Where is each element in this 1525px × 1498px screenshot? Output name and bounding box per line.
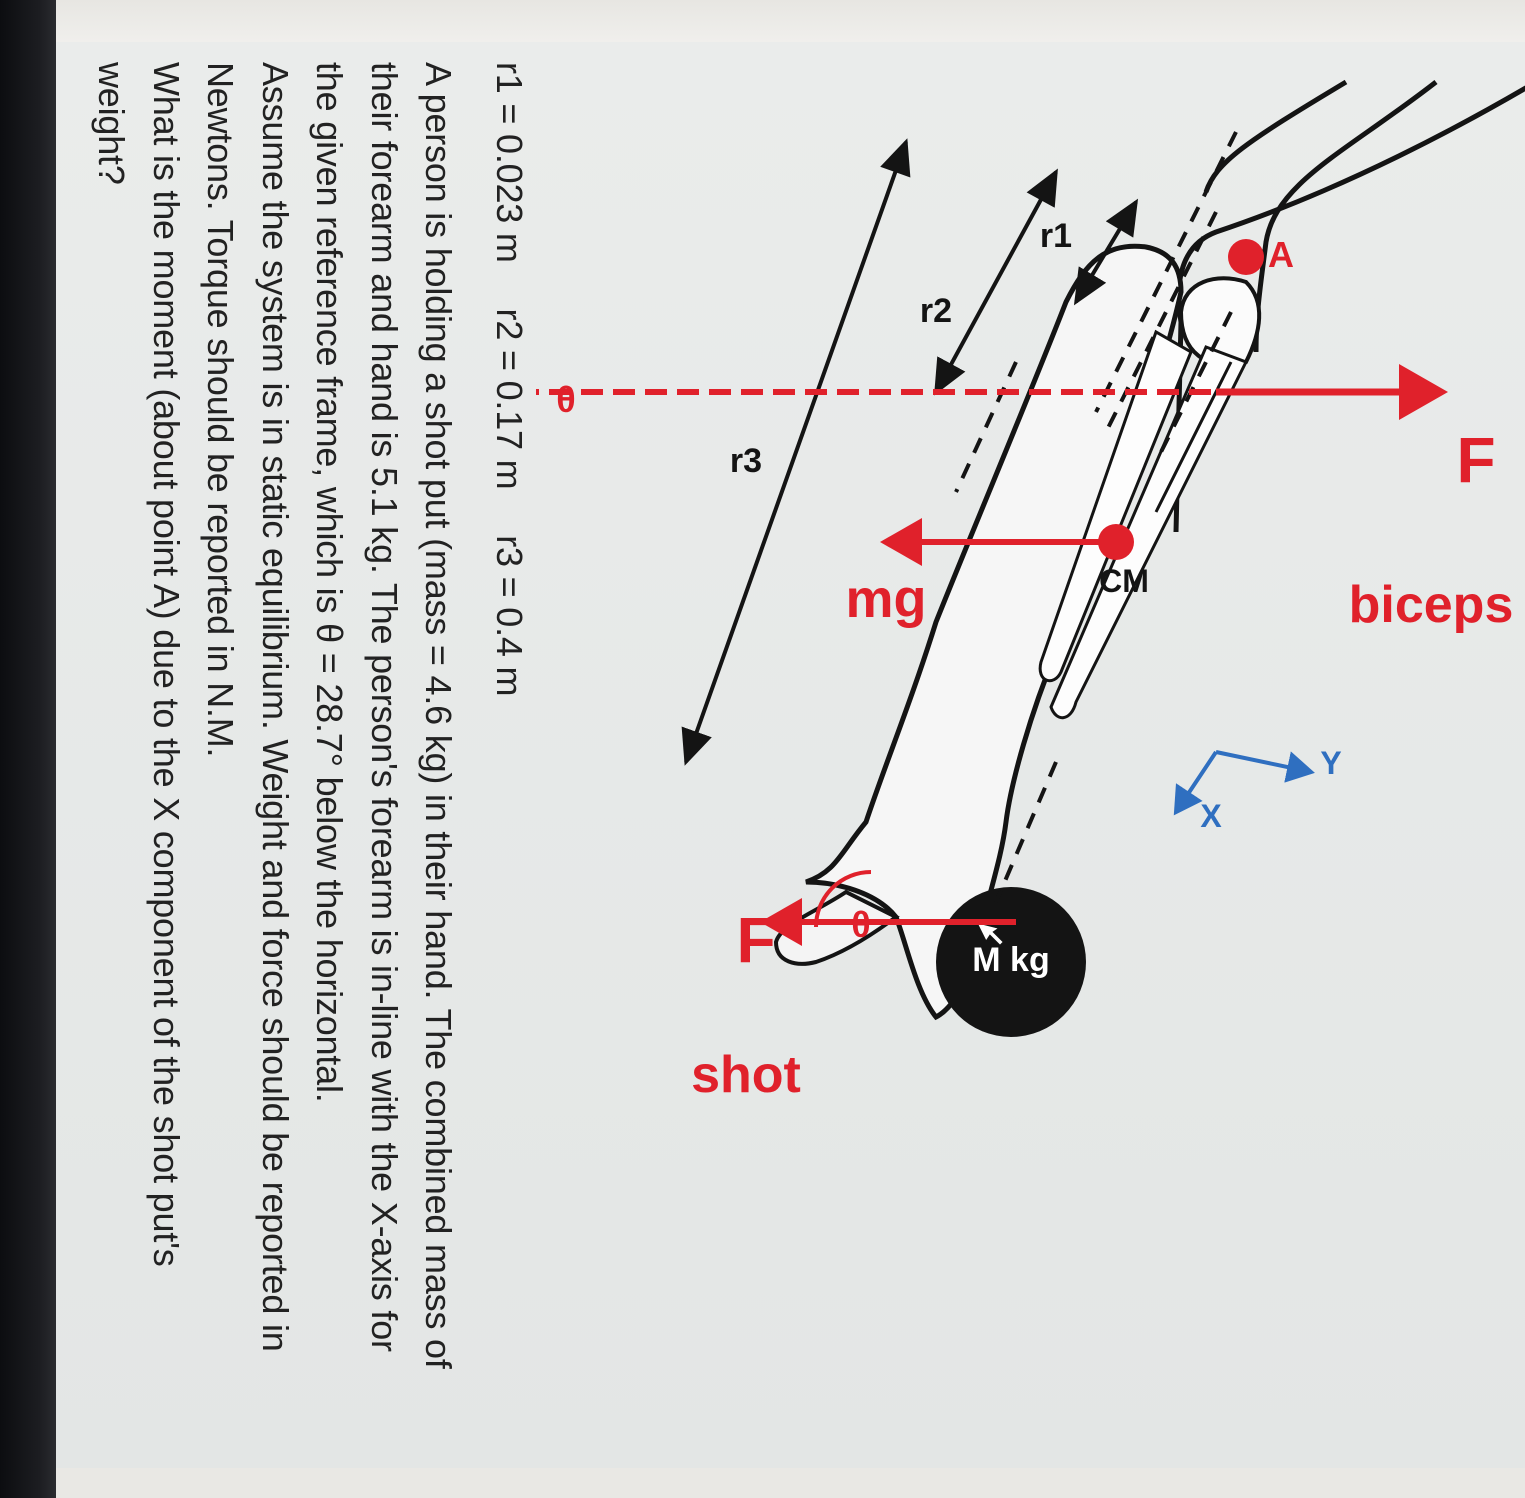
- given-values: [482, 62, 537, 1418]
- forearm-free-body-diagram: [536, 62, 1525, 1418]
- problem-line-2: their forearm and hand is 5.1 kg. The person's forearm is in-line with the X-axis for: [364, 62, 405, 1352]
- point-a-label: A: [1268, 234, 1294, 275]
- theta-label-1: θ: [556, 379, 576, 420]
- shot-put-ball: [936, 887, 1086, 1037]
- problem-text: [84, 62, 536, 1418]
- problem-line-3: the given reference frame, which is θ = 28.7° below the horizontal.: [309, 62, 351, 1103]
- given-r3: r3 = 0.4 m: [489, 535, 530, 697]
- rotated-problem-page: [91, 62, 1525, 1418]
- biceps-force-symbol: F: [1456, 424, 1496, 496]
- problem-line-5: Newtons. Torque should be reported in N.M.: [200, 62, 242, 758]
- point-a-marker: [1228, 239, 1264, 275]
- x-axis-label: X: [1200, 798, 1222, 834]
- weight-label: mg: [845, 569, 927, 629]
- monitor-bezel-bottom: [56, 1468, 1525, 1498]
- center-of-mass-label: CM: [1099, 563, 1149, 599]
- r3-label: r3: [729, 442, 763, 480]
- shot-force-symbol: F: [736, 904, 776, 976]
- r2-dimension-arrow: [936, 172, 1056, 392]
- theta-label-3: θ: [851, 904, 871, 945]
- problem-line-4: Assume the system is in static equilibrium. Weight and force should be reported in: [255, 62, 296, 1352]
- problem-line-1: A person is holding a shot put (mass = 4.6 kg) in their hand. The combined mass of: [418, 62, 460, 1369]
- monitor-bezel-top: [56, 0, 1525, 42]
- problem-line-6: What is the moment (about point A) due to the X component of the shot put's: [146, 62, 187, 1267]
- biceps-force-subscript: biceps: [1348, 576, 1514, 634]
- shot-force-subscript: shot: [691, 1046, 801, 1104]
- problem-line-7: weight?: [91, 62, 133, 185]
- y-axis-label: Y: [1320, 745, 1342, 781]
- given-r2: r2 = 0.17 m: [489, 308, 530, 490]
- angle-arcs: [536, 332, 871, 927]
- screen: [56, 42, 1525, 1468]
- r2-label: r2: [919, 292, 953, 330]
- given-r1: r1 = 0.023 m: [489, 62, 530, 263]
- shot-mass-label: M kg: [972, 940, 1050, 979]
- reference-axes: [1176, 752, 1311, 812]
- r3-dimension-arrow: [686, 142, 906, 762]
- screen-edge: [0, 0, 56, 1498]
- r1-label: r1: [1039, 217, 1073, 255]
